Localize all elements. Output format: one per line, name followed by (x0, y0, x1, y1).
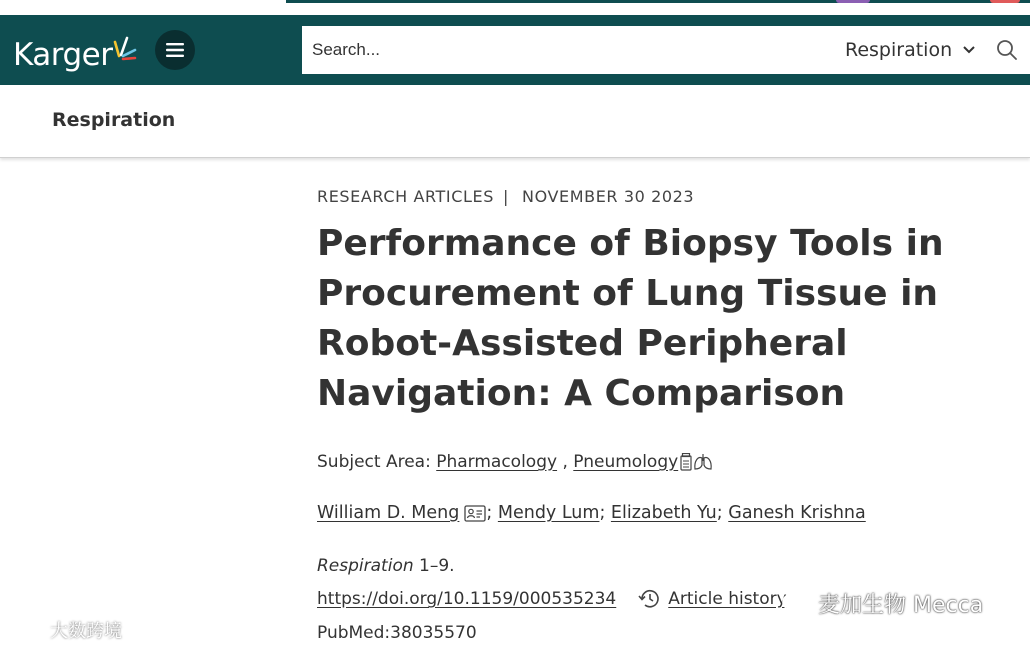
article-title: Performance of Biopsy Tools in Procurement of Lung Tissue in Robot-Assisted Peripheral Navigation: A Comparison (317, 223, 944, 414)
journal-name-link[interactable]: Respiration (52, 109, 176, 131)
author-list (317, 503, 866, 523)
wechat-icon (782, 592, 812, 616)
search-button[interactable] (984, 26, 1030, 74)
watermark-right (782, 588, 983, 619)
article-date: NOVEMBER 30 2023 (522, 187, 695, 206)
pill-bottle-icon (679, 453, 693, 471)
contact-card-icon[interactable] (464, 505, 486, 522)
article-meta (317, 187, 1017, 206)
author-link[interactable]: Ganesh Krishna (728, 503, 866, 523)
author-separator: ; (716, 503, 723, 523)
meta-separator: | (503, 187, 509, 206)
history-clock-icon (638, 589, 660, 609)
author-link[interactable]: Elizabeth Yu (610, 503, 717, 523)
search-scope-dropdown[interactable] (836, 26, 984, 74)
watermark-right-text: 麦加生物 Mecca (818, 593, 984, 618)
subject-area-label: Subject Area: (317, 452, 431, 472)
author-separator: ; (486, 503, 493, 523)
search-scope-label: Respiration (845, 39, 953, 61)
pubmed-id: PubMed:38035570 (317, 623, 477, 643)
article-history-label[interactable]: Article history (668, 589, 787, 609)
magnifier-icon (996, 39, 1018, 61)
top-accent-bar (286, 0, 1030, 3)
author-link[interactable]: Mendy Lum (497, 503, 600, 523)
article-history-button[interactable] (638, 589, 786, 609)
citation-journal: Respiration (317, 556, 414, 576)
logo-burst-icon (113, 34, 139, 64)
top-accent-red (990, 0, 1020, 3)
doi-row (317, 589, 787, 609)
journal-bar (0, 85, 1030, 158)
search-input[interactable] (302, 26, 836, 74)
search-field[interactable] (302, 26, 837, 74)
chevron-down-icon (962, 45, 976, 55)
karger-logo[interactable] (13, 35, 139, 75)
lungs-icon (693, 453, 713, 471)
subject-separator: , (562, 452, 568, 472)
menu-button[interactable] (155, 30, 195, 70)
article-category: RESEARCH ARTICLES (317, 187, 494, 206)
doi-link[interactable]: https://doi.org/10.1159/000535234 (317, 589, 617, 609)
author-separator: ; (599, 503, 606, 523)
subject-area (317, 452, 713, 472)
logo-text: Karger (13, 37, 113, 73)
subject-link-pharmacology[interactable]: Pharmacology (436, 452, 558, 472)
watermark-left-text: 大数跨境 (50, 621, 122, 642)
hamburger-menu-icon (165, 42, 185, 58)
watermark-logo-icon (6, 619, 46, 641)
citation-pages: 1–9. (419, 556, 455, 576)
citation (317, 556, 455, 576)
subject-link-pneumology[interactable]: Pneumology (573, 452, 679, 472)
watermark-left (6, 617, 122, 643)
author-link[interactable]: William D. Meng (317, 503, 460, 523)
site-header (0, 15, 1030, 85)
top-strip (0, 0, 1030, 15)
top-accent-purple (836, 0, 870, 3)
